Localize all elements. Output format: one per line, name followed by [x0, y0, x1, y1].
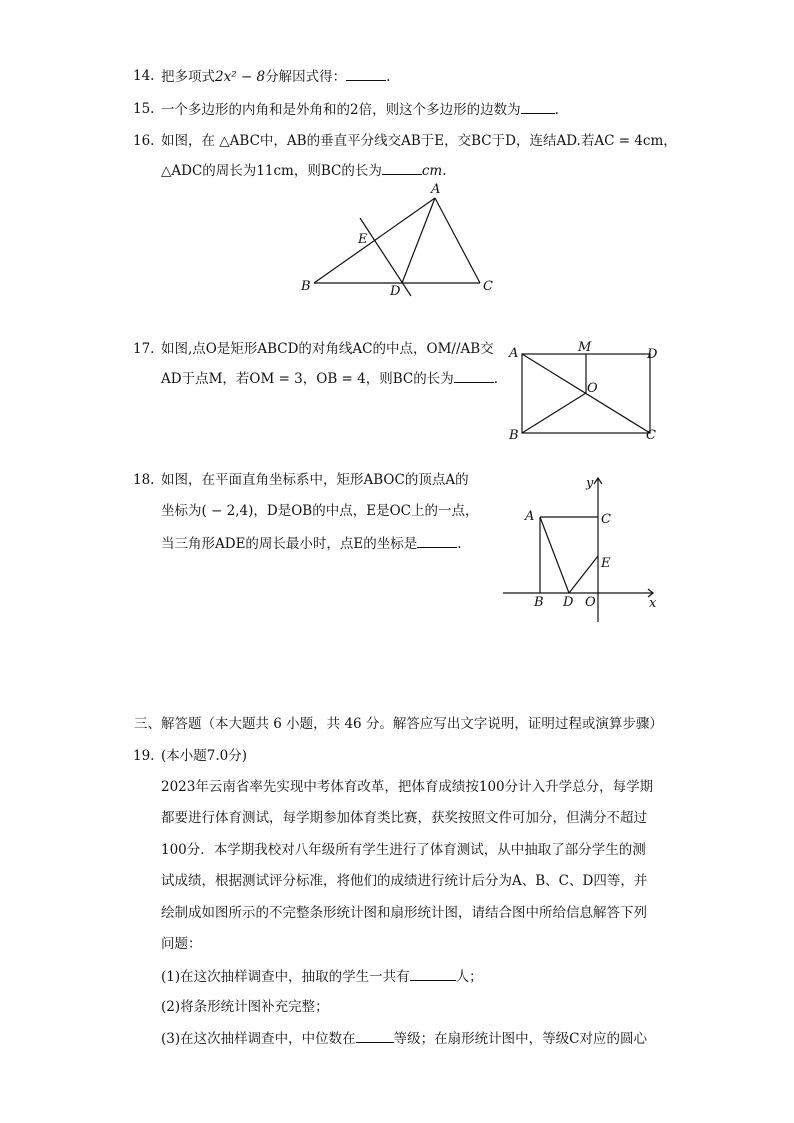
- fig16-segment-ac: [435, 198, 480, 283]
- q19-para-line2: 都要进行体育测试，每学期参加体育类比赛，获奖按照文件可加分，但满分不超过: [161, 810, 647, 826]
- fig16-label-d: D: [390, 284, 401, 299]
- fig16-label-e: E: [358, 232, 368, 247]
- q18-end: .: [457, 536, 462, 552]
- fig16-segment-ad: [402, 198, 435, 283]
- q19-number: 19.: [133, 748, 155, 764]
- q15-number: 15.: [133, 101, 155, 117]
- q19-para-line3: 100分．本学期我校对八年级所有学生进行了体育测试，从中抽取了部分学生的测: [161, 842, 646, 858]
- q19-para-line4: 试成绩，根据测试评分标准，将他们的成绩进行统计后分为A、B、C、D四等，并: [161, 873, 648, 889]
- q19-sub1-answer-blank[interactable]: [410, 966, 456, 981]
- fig17-label-o: O: [587, 381, 598, 396]
- fig18-label-o: O: [585, 595, 596, 610]
- q15-text-body: 一个多边形的内角和是外角和的2倍，则这个多边形的边数为: [161, 102, 521, 118]
- fig17-label-b: B: [509, 428, 519, 443]
- fig17-label-m: M: [578, 340, 592, 355]
- q19-sub3: [161, 1028, 647, 1049]
- q18-line2: 坐标为( − 2,4)，D是OB的中点，E是OC上的一点，: [161, 503, 479, 519]
- q19-para-line5: 绘制成如图所示的不完整条形统计图和扇形统计图，请结合图中所给信息解答下列: [161, 905, 647, 921]
- fig17-label-a: A: [509, 346, 519, 361]
- q18-line1: 如图，在平面直角坐标系中，矩形ABOC的顶点A的: [161, 472, 469, 488]
- fig18-label-y: y: [586, 476, 594, 491]
- q14-text-a: 把多项式: [161, 69, 215, 85]
- q15-answer-blank[interactable]: [521, 99, 555, 114]
- q19-sub3-b: 等级；在扇形统计图中，等级C对应的圆心: [393, 1031, 647, 1047]
- q14-expr: 2x² − 8: [215, 69, 266, 85]
- fig16-perpendicular-bisector: [360, 218, 411, 296]
- figure-16: [290, 178, 510, 303]
- q17-line2: [161, 368, 498, 389]
- q18-number: 18.: [133, 472, 155, 488]
- fig17-segment-ob: [522, 393, 586, 433]
- fig18-label-d: D: [563, 595, 574, 610]
- q17-line2-a: AD于点M，若OM = 3，OB = 4，则BC的长为: [161, 371, 454, 387]
- q16-line2-a: △ADC的周长为11cm，则BC的长为: [161, 163, 382, 179]
- q17-answer-blank[interactable]: [454, 368, 494, 383]
- fig18-label-c: C: [601, 512, 611, 527]
- q14-text-b: 分解因式得：: [265, 69, 347, 85]
- q19-sub1-a: (1)在这次抽样调查中，抽取的学生一共有: [161, 969, 410, 985]
- q15-end: .: [554, 102, 559, 118]
- fig16-label-b: B: [301, 279, 311, 294]
- q19-sub2: (2)将条形统计图补充完整；: [161, 999, 329, 1015]
- fig16-label-c: C: [483, 279, 493, 294]
- figure-18: [498, 472, 663, 624]
- q14-text: [161, 66, 390, 87]
- q16-number: 16.: [133, 133, 155, 149]
- q15-text: [161, 99, 559, 120]
- section3-title: 三、解答题（本大题共 6 小题，共 46 分。解答应写出文字说明，证明过程或演算步骤）: [134, 716, 663, 732]
- q14-answer-blank[interactable]: [346, 66, 386, 81]
- q18-line3-a: 当三角形ADE的周长最小时，点E的坐标是: [161, 536, 418, 552]
- fig18-label-e: E: [601, 556, 611, 571]
- q18-answer-blank[interactable]: [417, 533, 457, 548]
- fig18-segment-ad: [540, 517, 569, 593]
- q19-para-line1: 2023年云南省率先实现中考体育改革，把体育成绩按100分计入升学总分，每学期: [161, 779, 654, 795]
- fig17-label-d: D: [647, 347, 658, 362]
- fig18-label-a: A: [525, 509, 535, 524]
- fig18-label-x: x: [649, 596, 657, 611]
- q19-para-line6: 问题：: [161, 936, 202, 952]
- q19-sub3-answer-blank[interactable]: [356, 1028, 394, 1043]
- q17-line1: 如图,点O是矩形ABCD的对角线AC的中点，OM//AB交: [161, 341, 494, 357]
- q14-end: .: [386, 69, 391, 85]
- q18-line3: [161, 533, 462, 554]
- q19-sub1-b: 人；: [455, 969, 483, 985]
- figure-17: [505, 340, 675, 446]
- q19-score: (本小题7.0分): [161, 748, 248, 764]
- q16-line2-b: cm.: [421, 163, 447, 179]
- fig18-segment-de: [569, 556, 598, 593]
- q19-sub3-a: (3)在这次抽样调查中，中位数在: [161, 1031, 356, 1047]
- fig16-label-a: A: [431, 182, 441, 197]
- fig17-label-c: C: [646, 428, 656, 443]
- q16-line1: 如图，在 △ABC中，AB的垂直平分线交AB于E，交BC于D，连结AD.若AC = 4cm，: [161, 133, 677, 149]
- q17-end: .: [493, 371, 499, 387]
- q14-number: 14.: [133, 68, 155, 84]
- q16-answer-blank[interactable]: [382, 160, 422, 175]
- q19-sub1: [161, 966, 483, 987]
- fig18-label-b: B: [534, 595, 544, 610]
- q17-number: 17.: [133, 341, 155, 357]
